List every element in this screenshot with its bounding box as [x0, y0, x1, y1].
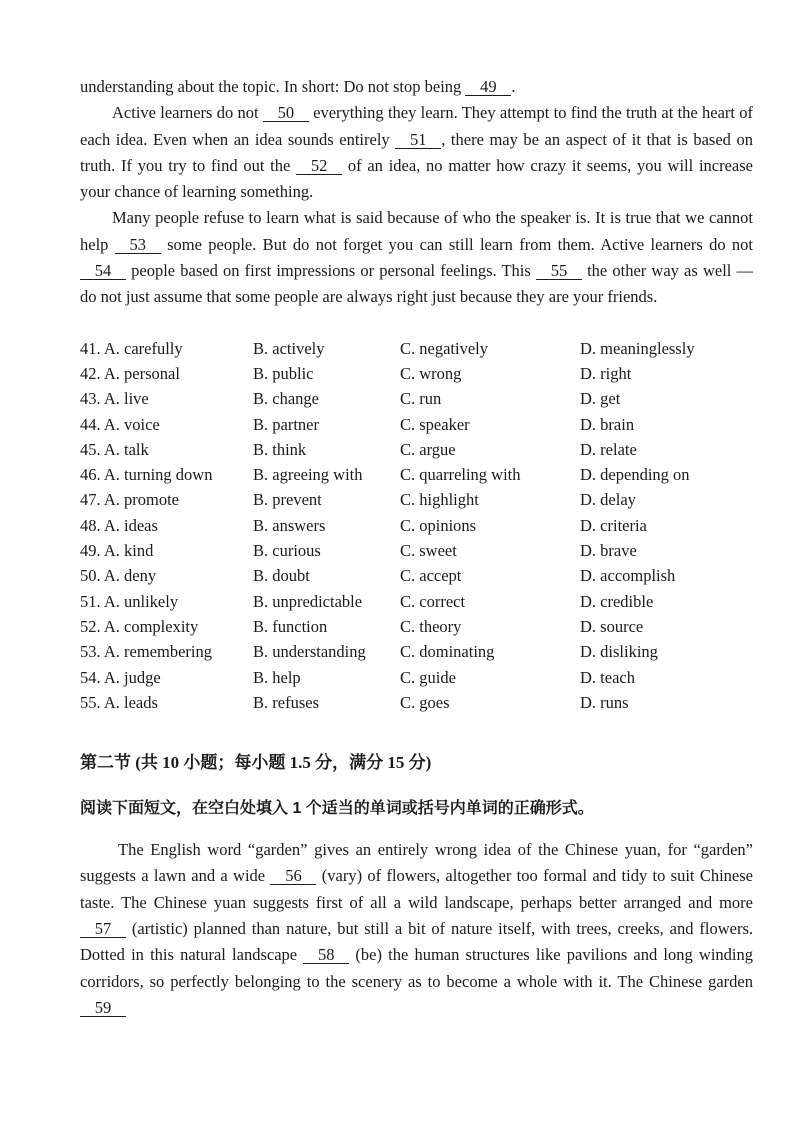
option-cell-44-C: C. speaker [400, 414, 470, 434]
option-cell-47-A: 47. A. promote [80, 490, 179, 510]
option-cell-41-D: D. meaninglessly [580, 338, 695, 358]
option-cell-47-D: D. delay [580, 490, 636, 510]
option-cell-45-B: B. think [253, 439, 307, 459]
option-row-52 [80, 614, 753, 639]
option-cell-54-A: 54. A. judge [80, 667, 161, 687]
option-cell-51-B: B. unpredictable [253, 591, 363, 611]
blank-49: 49 [465, 78, 511, 96]
option-cell-41-C: C. negatively [400, 338, 488, 358]
option-row-45 [80, 437, 753, 462]
option-cell-45-D: D. relate [580, 439, 637, 459]
blank-51: 51 [395, 131, 441, 149]
option-cell-51-A: 51. A. unlikely [80, 591, 179, 611]
option-cell-52-C: C. theory [400, 616, 462, 636]
blank-55: 55 [536, 262, 582, 280]
option-cell-42-B: B. public [253, 363, 314, 383]
option-cell-51-C: C. correct [400, 591, 466, 611]
option-cell-43-C: C. run [400, 389, 442, 409]
option-cell-46-A: 46. A. turning down [80, 465, 213, 485]
option-cell-47-C: C. highlight [400, 490, 479, 510]
option-cell-55-C: C. goes [400, 692, 450, 712]
cloze-paragraph-many-people: Many people refuse to learn what is said because of who the speaker is. It is true that we cannot help 53 some people. But do not forget you can still learn from them. Active learners do not 54 people based on first impressions or personal feelings. This 55 the other way as well — do not just assume that some people are always right just because they are your friends. [80, 208, 754, 307]
option-row-43 [80, 386, 753, 411]
option-cell-43-B: B. change [253, 389, 319, 409]
option-cell-42-C: C. wrong [400, 363, 462, 383]
blank-57: 57 [80, 920, 126, 938]
option-row-54 [80, 665, 753, 690]
option-cell-55-A: 55. A. leads [80, 692, 158, 712]
option-cell-48-B: B. answers [253, 515, 326, 535]
option-cell-52-D: D. source [580, 616, 644, 636]
blank-56: 56 [270, 867, 316, 885]
option-cell-41-A: 41. A. carefully [80, 338, 183, 358]
option-row-41 [80, 336, 753, 361]
option-row-50 [80, 563, 753, 588]
option-row-55 [80, 690, 753, 715]
option-cell-46-C: C. quarreling with [400, 465, 521, 485]
section-two-instruction: 阅读下面短文，在空白处填入 1 个适当的单词或括号内单词的正确形式。 [80, 800, 594, 818]
option-cell-50-A: 50. A. deny [80, 566, 157, 586]
option-cell-54-B: B. help [253, 667, 301, 687]
option-row-48 [80, 513, 753, 538]
option-cell-45-C: C. argue [400, 439, 456, 459]
option-cell-45-A: 45. A. talk [80, 439, 149, 459]
option-row-47 [80, 487, 753, 512]
option-row-51 [80, 589, 753, 614]
options-table [80, 336, 753, 715]
option-cell-49-C: C. sweet [400, 541, 457, 561]
option-cell-44-B: B. partner [253, 414, 319, 434]
option-cell-50-C: C. accept [400, 566, 462, 586]
option-cell-51-D: D. credible [580, 591, 654, 611]
option-cell-50-B: B. doubt [253, 566, 310, 586]
option-cell-42-A: 42. A. personal [80, 363, 180, 383]
option-cell-48-C: C. opinions [400, 515, 477, 535]
blank-50: 50 [263, 104, 309, 122]
option-cell-55-D: D. runs [580, 692, 629, 712]
option-cell-41-B: B. actively [253, 338, 325, 358]
option-cell-44-D: D. brain [580, 414, 635, 434]
option-cell-48-D: D. criteria [580, 515, 647, 535]
option-cell-53-A: 53. A. remembering [80, 642, 212, 662]
option-cell-43-A: 43. A. live [80, 389, 149, 409]
option-cell-52-A: 52. A. complexity [80, 616, 199, 636]
option-row-46 [80, 462, 753, 487]
option-cell-49-D: D. brave [580, 541, 637, 561]
option-cell-44-A: 44. A. voice [80, 414, 160, 434]
option-cell-47-B: B. prevent [253, 490, 322, 510]
option-cell-54-D: D. teach [580, 667, 635, 687]
option-cell-54-C: C. guide [400, 667, 456, 687]
option-row-44 [80, 412, 753, 437]
option-cell-49-B: B. curious [253, 541, 321, 561]
option-cell-46-B: B. agreeing with [253, 465, 363, 485]
blank-58: 58 [303, 946, 349, 964]
option-cell-50-D: D. accomplish [580, 566, 676, 586]
blank-54: 54 [80, 262, 126, 280]
section-two-header: 第二节 (共 10 小题；每小题 1.5 分，满分 15 分) [80, 753, 432, 773]
option-cell-53-B: B. understanding [253, 642, 366, 662]
cloze-paragraph-continuation: understanding about the topic. In short: Do not stop being 49 . [80, 77, 516, 96]
option-cell-46-D: D. depending on [580, 465, 690, 485]
blank-53: 53 [115, 236, 161, 254]
option-row-42 [80, 361, 753, 386]
option-cell-52-B: B. function [253, 616, 328, 636]
option-row-49 [80, 538, 753, 563]
option-cell-53-D: D. disliking [580, 642, 658, 662]
option-cell-48-A: 48. A. ideas [80, 515, 158, 535]
option-cell-42-D: D. right [580, 363, 632, 383]
option-cell-43-D: D. get [580, 389, 621, 409]
blank-52: 52 [296, 157, 342, 175]
option-row-53 [80, 639, 753, 664]
option-cell-53-C: C. dominating [400, 642, 495, 662]
option-cell-49-A: 49. A. kind [80, 541, 154, 561]
blank-59: 59 [80, 999, 126, 1017]
gap-fill-paragraph-garden: The English word “garden” gives an entirely wrong idea of the Chinese yuan, for “garden” suggests a lawn and a wide 56 (vary) of flowers, altogether too formal and tidy to suit Chinese taste. The Chinese yuan suggests first of all a wild landscape, perhaps better arranged and more 57 (artistic) planned than nature, but still a bit of nature itself, with trees, creeks, and flowers. Dotted in this natural landscape 58 (be) the human structures like pavilions and long winding corridors, so perfectly belonging to the scenery as to become a whole with it. The Chinese garden 59 [80, 840, 753, 1017]
cloze-paragraph-active-learners: Active learners do not 50 everything they learn. They attempt to find the truth at the heart of each idea. Even when an idea sounds entirely 51 , there may be an aspect of it that is based on truth. If you try to find out the 52 of an idea, no matter how crazy it seems, you will increase your chance of learning something. [80, 103, 754, 202]
option-cell-55-B: B. refuses [253, 692, 319, 712]
page-content [80, 74, 753, 1021]
